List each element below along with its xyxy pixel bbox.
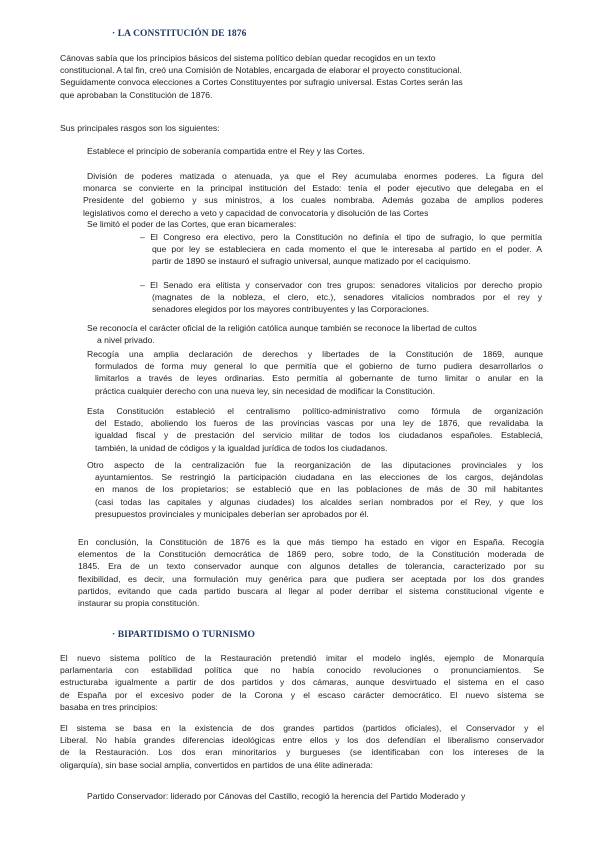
item-division-poderes (83, 170, 543, 219)
text-line: Esta Constitución estableció el centralismo político-administrativo como fórmula de organización (87, 406, 543, 416)
text-line: Cánovas sabía que los principios básicos del sistema político debían quedar recogidos en un texto (60, 53, 436, 63)
text-line: División de poderes matizada o atenuada, ya que el Rey acumulaba enormes poderes. La figura del (87, 171, 543, 181)
text-line: monarca se convierte en la principal institución del Estado: tenía el poder ejecutivo que delegaba en el (83, 183, 543, 194)
item-derechos (87, 348, 543, 397)
text-line: también, la unidad de códigos y la igualdad jurídica de todos los ciudadanos. (95, 442, 388, 453)
subitem-senado (140, 279, 542, 316)
text-line: Seguidamente convoca elecciones a Cortes Constituyentes por sufragio universal. Estas Cortes serán las (60, 77, 463, 88)
text-line: Recogía una amplia declaración de derechos y libertades de la Constitución de 1869, aunque (87, 349, 543, 359)
text-line: de España por el excesivo poder de la Corona y el escaso carácter democrático. El nuevo sistema se (60, 689, 544, 700)
text-line: oligarquía), sin base social amplia, convertidos en partidos de una élite adinerada: (60, 759, 373, 770)
text-line: partidos, evitando que cada partido buscara al llegar al poder derribar el sistema constitucional vigente e (78, 585, 544, 596)
text-line: partir de 1890 se instauró el sufragio universal, aunque matizado por el caciquismo. (152, 256, 471, 267)
text-line: igualdad fiscal y de prestación del servicio militar de todos los ciudadanos españoles. Estableciá, (95, 430, 543, 441)
item-diputaciones (87, 459, 543, 520)
paragraph-conclusion (78, 536, 544, 609)
text-line: (magnates de la nobleza, el clero, etc.), senadores vitalicios nombrados por el rey y (152, 292, 542, 303)
item-centralismo (87, 405, 543, 454)
text-line: ayuntamientos. Se restringió la participación ciudadana en las elecciones de los cargos, dejándolas (95, 472, 543, 483)
item-limito-cortes (87, 218, 296, 230)
text-line: Sus principales rasgos son los siguientes: (60, 123, 220, 133)
text-line: flexibilidad, es decir, una formulación muy genérica para que pudiera ser aceptada por los dos grandes (78, 573, 544, 584)
paragraph-bipartidismo-intro (60, 652, 544, 713)
text-line: (casi todas las capitales y algunas ciudades) los alcaldes serían nombrados por el Rey, y que los (95, 496, 543, 507)
text-line: constitucional. A tal fin, creó una Comisión de Notables, encargada de elaborar el proyecto constitucional. (60, 65, 462, 76)
text-line: formulados de forma muy general lo que permitía que el gobierno de turno pudiera desarrollarlos o (95, 361, 543, 372)
section-title-bipartidismo: · BIPARTIDISMO O TURNISMO (112, 630, 256, 640)
paragraph-intro (60, 52, 538, 101)
section-title-constitucion: · LA CONSTITUCIÓN DE 1876 (112, 29, 247, 39)
text-line: – El Senado era elitista y conservador con tres grupos: senadores vitalicios por derecho propio (140, 280, 542, 290)
text-line: estructuraba igualmente a partir de dos partidos y dos cámaras, aunque desvirtuado el sistema en el caso (60, 677, 544, 688)
text-line: – El Congreso era electivo, pero la Constitución no definía el tipo de sufragio, lo que permitía (140, 232, 542, 242)
paragraph-rasgos-intro (60, 122, 220, 134)
text-line: En conclusión, la Constitución de 1876 es la que más tiempo ha estado en vigor en España. Recogía (78, 537, 544, 547)
text-line: del Estado, aboliendo los fueros de las provincias vascas por una ley de 1876, que revalidaba la (95, 418, 543, 429)
text-line: limitarlos a través de leyes ordinarias. Esto permitía al gobernante de turno limitar o anular en la (95, 373, 543, 384)
text-line: Presidente del gobierno y sus ministros, a los cuales nombraba. Además gozaba de amplios poderes (83, 195, 543, 206)
text-line: El nuevo sistema político de la Restauración pretendió imitar el modelo inglés, ejemplo de Monarquía (60, 653, 544, 663)
text-line: instaurar su propia constitución. (78, 598, 200, 609)
text-line: Se reconocía el carácter oficial de la religión católica aunque también se reconoce la libertad de cultos (87, 323, 477, 333)
text-line: Se limitó el poder de las Cortes, que eran bicamerales: (87, 219, 297, 229)
text-line: legislativos como el derecho a veto y capacidad de convocatoria y disolución de las Cortes (83, 207, 429, 218)
text-line: Liberal. No había grandes diferencias ideológicas entre ellos y los dos defendían el liberalismo conservador (60, 735, 544, 746)
subitem-congreso (140, 231, 542, 268)
text-line: presupuestos provinciales y municipales deberían ser aprobados por él. (95, 508, 369, 519)
text-line: senadores elegidos por los mayores contribuyentes y las Corporaciones. (152, 304, 430, 315)
text-line: 1845. Era de un texto conservador aunque con algunos detalles de tolerancia, caracterizado por su (78, 561, 544, 572)
text-line: de la Restauración. Los dos eran minoritarios y burgueses (se identificaban con los intereses de la (60, 747, 544, 758)
text-line: que aprobaban la Constitución de 1876. (60, 89, 213, 100)
text-line: Partido Conservador: liderado por Cánovas del Castillo, recogió la herencia del Partido Moderado y (87, 791, 466, 801)
item-religion (87, 322, 547, 346)
text-line: Otro aspecto de la centralización fue la reorganización de las diputaciones provinciales y los (87, 460, 543, 470)
text-line: basaba en tres principios: (60, 701, 158, 712)
item-partido-conservador (87, 790, 465, 802)
text-line: práctica cualquier derecho con una nueva ley, sin necesidad de modificar la Constitución. (95, 385, 435, 396)
text-line: El sistema se basa en la existencia de dos grandes partidos (partidos oficiales), el Conservador y el (60, 723, 544, 733)
text-line: elementos de la Constitución democrática de 1869 pero, sobre todo, de la Constitución moderada de (78, 549, 544, 560)
paragraph-partidos (60, 722, 544, 771)
item-soberania (87, 145, 365, 157)
text-line: parlamentaria con estabilidad política que no había conocido revoluciones o pronunciamientos. Se (60, 665, 544, 676)
text-line: en manos de los propietarios; se estableció que en las poblaciones de más de 30 mil habitantes (95, 484, 543, 495)
text-line: a nivel privado. (97, 335, 155, 346)
text-line: que por ley se estableciera en cada momento el que le interesaba al partido en el poder. A (152, 244, 542, 255)
text-line: Establece el principio de soberanía compartida entre el Rey y las Cortes. (87, 146, 365, 156)
